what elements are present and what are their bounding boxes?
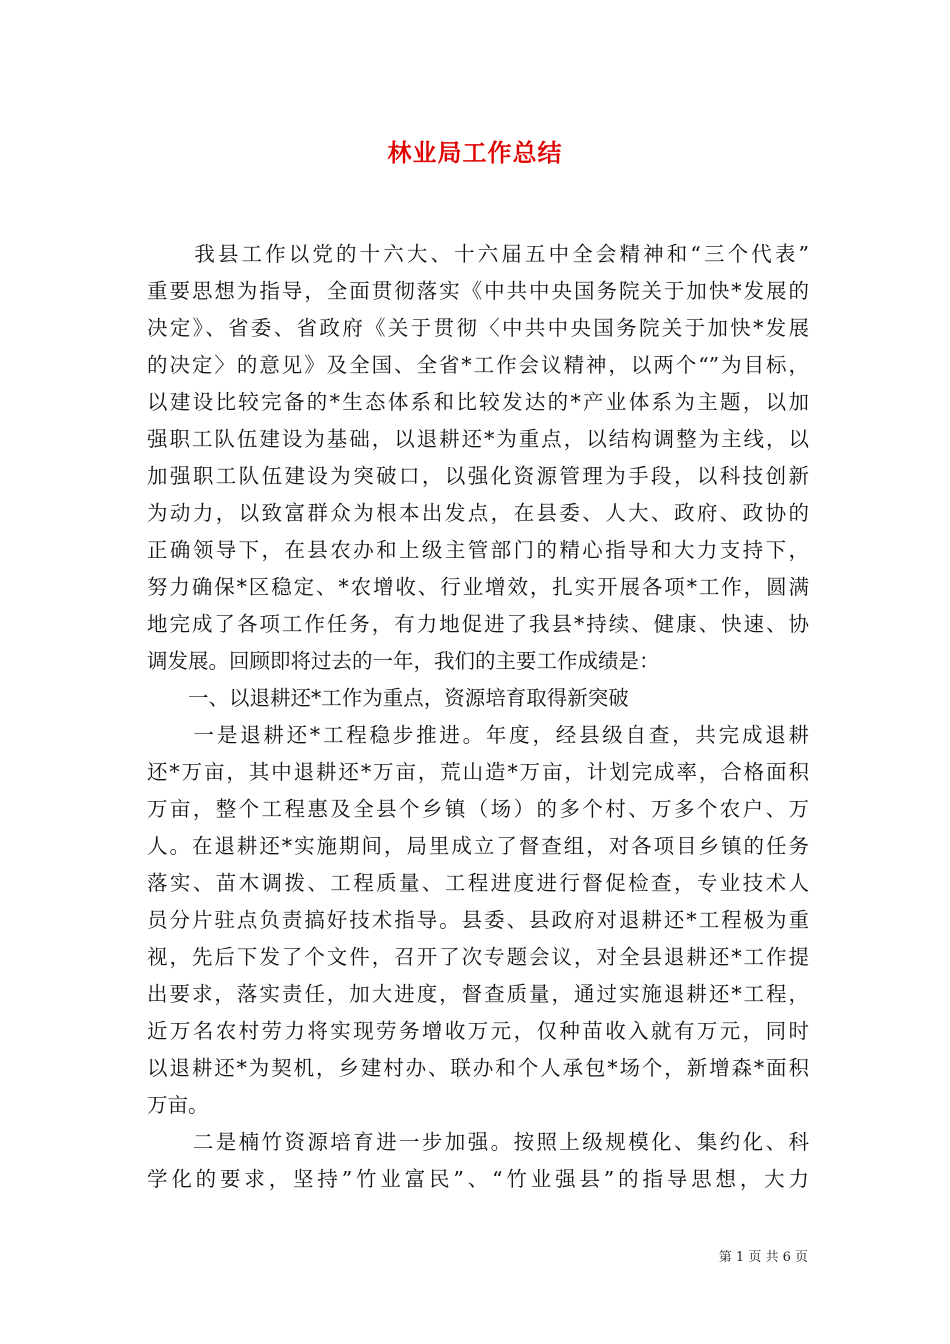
body-line: 的决定〉的意见》及全国、全省*工作会议精神，以两个“”为目标， — [147, 353, 809, 377]
body-line: 人。在退耕还*实施期间，局里成立了督查组，对各项目乡镇的任务 — [147, 834, 809, 858]
body-line: 一是退耕还*工程稳步推进。年度，经县级自查，共完成退耕 — [147, 723, 809, 747]
body-line: 员分片驻点负责搞好技术指导。县委、县政府对退耕还*工程极为重 — [147, 908, 809, 932]
body-line: 近万名农村劳力将实现劳务增收万元，仅种苗收入就有万元，同时 — [147, 1019, 809, 1043]
body-line: 出要求，落实责任，加大进度，督查质量，通过实施退耕还*工程， — [147, 982, 809, 1006]
body-line: 视，先后下发了个文件，召开了次专题会议，对全县退耕还*工作提 — [147, 945, 809, 969]
body-line: 落实、苗木调拨、工程质量、工程进度进行督促检查，专业技术人 — [147, 871, 809, 895]
body-line: 一、以退耕还*工作为重点，资源培育取得新突破 — [147, 686, 629, 710]
body-line: 二是楠竹资源培育进一步加强。按照上级规模化、集约化、科 — [147, 1130, 809, 1154]
body-line: 为动力，以致富群众为根本出发点，在县委、人大、政府、政协的 — [147, 501, 809, 525]
body-line: 还*万亩，其中退耕还*万亩，荒山造*万亩，计划完成率，合格面积 — [147, 760, 809, 784]
body-line: 万亩，整个工程惠及全县个乡镇（场）的多个村、万多个农户、万 — [147, 797, 809, 821]
body-line: 我县工作以党的十六大、十六届五中全会精神和“三个代表” — [147, 242, 809, 266]
body-line: 万亩。 — [147, 1093, 209, 1117]
body-line: 强职工队伍建设为基础，以退耕还*为重点，以结构调整为主线，以 — [147, 427, 809, 451]
page-number: 第 1 页 共 6 页 — [718, 1250, 808, 1265]
body-line: 以退耕还*为契机，乡建村办、联办和个人承包*场个，新增森*面积 — [147, 1056, 809, 1080]
body-line: 以建设比较完备的*生态体系和比较发达的*产业体系为主题，以加 — [147, 390, 809, 414]
body-line: 加强职工队伍建设为突破口，以强化资源管理为手段，以科技创新 — [147, 464, 809, 488]
body-line: 地完成了各项工作任务，有力地促进了我县*持续、健康、快速、协 — [147, 612, 809, 636]
body-line: 努力确保*区稳定、*农增收、行业增效，扎实开展各项*工作，圆满 — [147, 575, 809, 599]
body-line: 学化的要求，坚持”竹业富民”、“竹业强县”的指导思想，大力 — [147, 1167, 809, 1191]
document-body — [147, 236, 809, 1198]
body-line: 调发展。回顾即将过去的一年，我们的主要工作成绩是： — [147, 649, 660, 673]
body-line: 决定》、省委、省政府《关于贯彻〈中共中央国务院关于加快*发展 — [147, 316, 809, 340]
document-title: 林业局工作总结 — [387, 138, 563, 167]
body-line: 重要思想为指导，全面贯彻落实《中共中央国务院关于加快*发展的 — [147, 279, 809, 303]
body-line: 正确领导下，在县农办和上级主管部门的精心指导和大力支持下， — [147, 538, 809, 562]
